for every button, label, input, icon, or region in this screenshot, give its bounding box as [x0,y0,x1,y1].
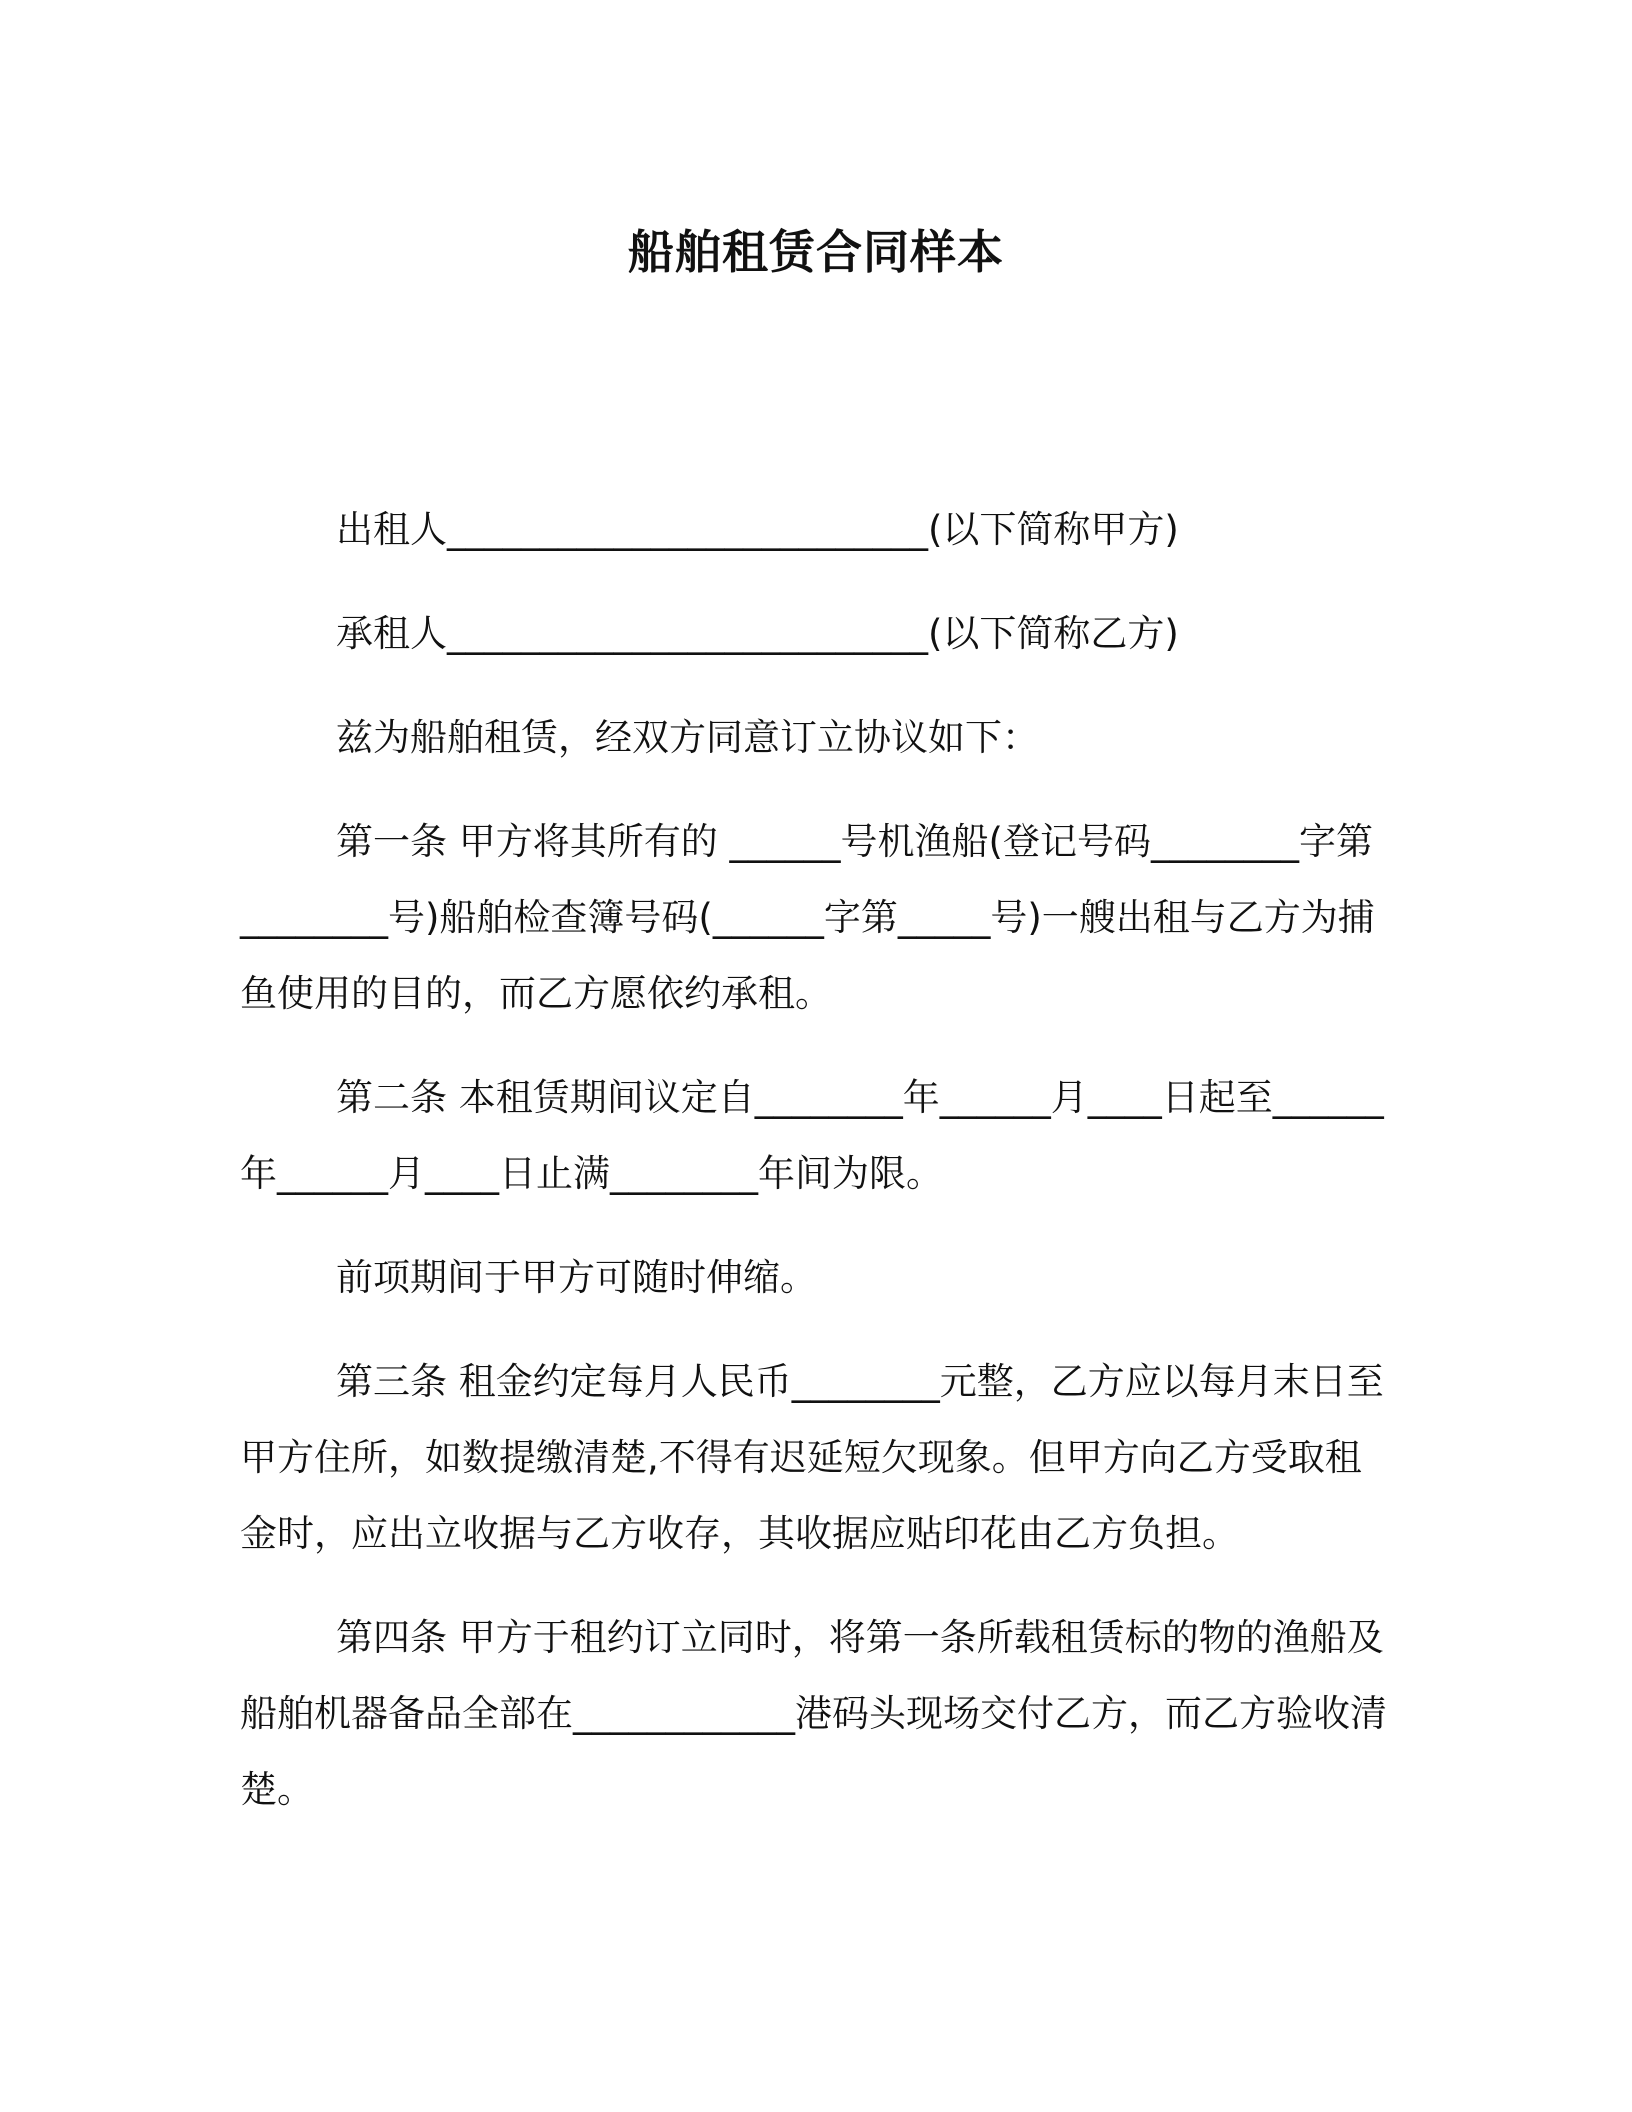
article-3: 第三条 租金约定每月人民币________元整，乙方应以每月末日至甲方住所，如数提缴清楚,不得有迟延短欠现象。但甲方向乙方受取租金时，应出立收据与乙方收存，其收据应贴印花由乙方负担。 [240,1360,1384,1555]
lessee-line: 承租人__________________________(以下简称乙方) [336,612,1179,655]
intro-paragraph: 兹为船舶租赁，经双方同意订立协议如下： [336,716,1039,759]
article-1: 第一条 甲方将其所有的 ______号机渔船(登记号码________字第________号)船舶检查簿号码(______字第_____号)一艘出租与乙方为捕鱼使用的目的，而乙方愿依约承租。 [240,820,1375,1015]
document-title: 船舶租赁合同样本 [628,225,1004,279]
lessor-line: 出租人__________________________(以下简称甲方) [336,508,1179,551]
article-2-note: 前项期间于甲方可随时伸缩。 [336,1256,817,1299]
article-4: 第四条 甲方于租约订立同时，将第一条所载租赁标的物的渔船及船舶机器备品全部在____________港码头现场交付乙方，而乙方验收清楚。 [240,1616,1387,1811]
article-2: 第二条 本租赁期间议定自________年______月____日起至______年______月____日止满________年间为限。 [240,1076,1384,1195]
document-body [240,492,1390,1856]
